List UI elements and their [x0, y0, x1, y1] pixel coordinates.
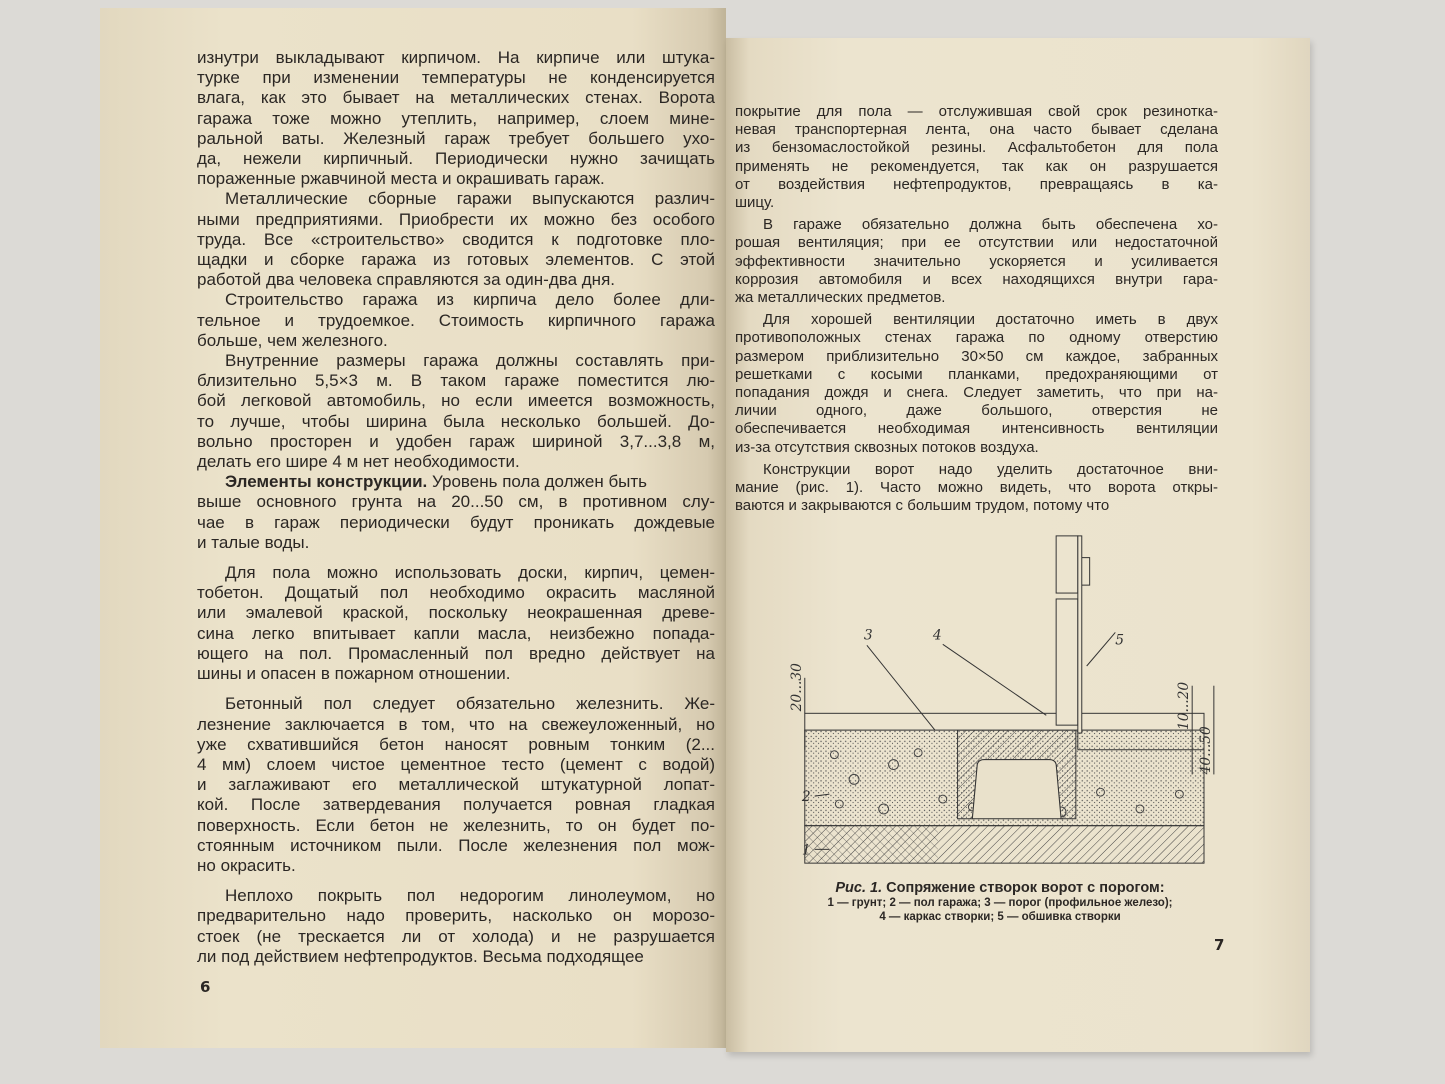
- text-line: Бетонный пол следует обязательно железнить. Же-: [225, 694, 715, 714]
- text-line: эффективности значительно ускоряется и усиливается: [735, 252, 1218, 270]
- text-line: то лучше, чтобы ширина была несколько большей. До-: [197, 411, 715, 431]
- text-line: пораженные ржавчиной места и окрашивать гараж.: [197, 169, 605, 189]
- text-line: труда. Все «строительство» сводится к подготовке пло-: [197, 229, 715, 249]
- text-line: Для пола можно использовать доски, кирпич, цемен-: [225, 563, 715, 583]
- page-number-right: 7: [1214, 936, 1225, 954]
- text-line: размером приблизительно 30×50 см каждое, забранных: [735, 347, 1218, 365]
- text-line: рошая вентиляция; при ее отсутствии или недостаточной: [735, 234, 1218, 252]
- text-line: ющего на пол. Промасленный пол вредно действует на: [197, 643, 715, 663]
- figure-label-4: 4: [932, 627, 942, 644]
- garage-floor: [805, 713, 1204, 730]
- text-line: турке при изменении температуры не конденсируется: [197, 68, 715, 88]
- text-line: предварительно надо проверить, насколько он морозо-: [197, 906, 715, 926]
- threshold-profile: [958, 730, 1076, 819]
- text-line: уже схватившийся бетон наносят ровным тонким (2...: [197, 734, 715, 754]
- text-line: делать его шире 4 м нет необходимости.: [197, 452, 520, 472]
- caption-ref: Рис. 1.: [835, 880, 883, 896]
- text-line: противоположных стенах гаража по одному отверстию: [735, 329, 1218, 347]
- text-line: В гараже обязательно должна быть обеспечена хо-: [763, 216, 1218, 234]
- text-line: больше, чем железного.: [197, 330, 388, 350]
- dim-label-10-20: 10...20: [1176, 681, 1193, 731]
- section-heading: Элементы конструкции.: [225, 472, 428, 492]
- text-line: изнутри выкладывают кирпичом. На кирпиче или штука-: [197, 48, 715, 67]
- text-line: жа металлических предметов.: [735, 289, 946, 307]
- paragraph: [735, 216, 1218, 307]
- text-line: ными предприятиями. Приобрести их можно без особого: [197, 209, 715, 229]
- text-line: шины и опасен в пожарном отношении.: [197, 664, 511, 684]
- caption-legend-line-2: 4 — каркас створки; 5 — обшивка створки: [879, 911, 1121, 923]
- text-line: невая транспортерная лента, она часто бывает сделана: [735, 121, 1218, 139]
- paragraph: [197, 290, 715, 351]
- text-line: Строительство гаража из кирпича дело более дли-: [225, 290, 715, 310]
- figure-label-5: 5: [1115, 632, 1125, 649]
- text-line-rest: Уровень пола должен быть: [427, 472, 648, 492]
- text-line: коррозия автомобиля и всех находящихся внутри гара-: [735, 270, 1218, 288]
- text-line: близительно 5,5×3 м. В таком гараже поместится лю-: [197, 371, 715, 391]
- text-line: тобетон. Дощатый пол необходимо окрасить масляной: [197, 583, 715, 603]
- text-line: решетками с косыми планками, предохраняющими от: [735, 365, 1218, 383]
- text-line: влага, как это бывает на металлических стенах. Ворота: [197, 88, 715, 108]
- dim-label-40-50: 40...50: [1197, 726, 1214, 775]
- text-line: шицу.: [735, 194, 775, 212]
- text-line: сина легко впитывает капли масла, неизбежно попада-: [197, 623, 715, 643]
- paragraph: [197, 694, 715, 876]
- text-line: бой легковой автомобиль, но если имеется возможность,: [197, 391, 715, 411]
- text-line: личии одного, даже большого, отверстия не: [735, 402, 1218, 420]
- text-line: ли под действием нефтепродуктов. Весьма подходящее: [197, 946, 644, 966]
- paragraph: [197, 189, 715, 290]
- text-line: 4 мм) слоем чистое цементное тесто (цемент с водой): [197, 754, 715, 774]
- text-line: да, нежели кирпичный. Периодически нужно зачищать: [197, 149, 715, 169]
- text-line: гаража тоже можно утеплить, например, слоем мине-: [197, 108, 715, 128]
- figure-caption: [770, 880, 1230, 924]
- text-line: вольно просторен и удобен гараж шириной 3,7...3,8 м,: [197, 431, 715, 451]
- paragraph: [197, 351, 715, 472]
- text-line: ваются и закрываются с большим трудом, потому что: [735, 497, 1110, 515]
- text-line: попадания дождя и снега. Следует заметить, что при на-: [735, 384, 1218, 402]
- paragraph: [735, 103, 1218, 212]
- text-line: и талые воды.: [197, 532, 310, 552]
- text-line: Для хорошей вентиляции достаточно иметь в двух: [763, 311, 1218, 329]
- text-line: работой два человека справляются за один-два дня.: [197, 270, 616, 290]
- text-line: покрытие для пола — отслужившая свой срок резинотка-: [735, 103, 1218, 120]
- text-line: щадки и сборке гаража из готовых элементов. С этой: [197, 250, 715, 270]
- text-line: лезнение заключается в том, что на свежеуложенный, но: [197, 714, 715, 734]
- figure-label-1: 1: [801, 842, 811, 859]
- text-line: Металлические сборные гаражи выпускаются различ-: [225, 189, 715, 209]
- text-line: обеспечивается необходимая интенсивность вентиляции: [735, 420, 1218, 438]
- text-line: поверхность. Если бетон не железнить, то он будет по-: [197, 815, 715, 835]
- ground-layer: [805, 826, 1204, 863]
- figure-label-3: 3: [863, 627, 873, 644]
- paragraph: [197, 563, 715, 684]
- text-line: из бензомаслостойкой резины. Асфальтобетон для пола: [735, 139, 1218, 157]
- text-line: и заглаживают его металлической штукатурной лопат-: [197, 775, 715, 795]
- figure-gate-threshold-diagram: [775, 528, 1219, 873]
- paragraph: [735, 311, 1218, 457]
- text-line: стоек (не трескается ли от холода) и не разрушается: [197, 926, 715, 946]
- text-line: [197, 472, 715, 492]
- paragraph: [735, 461, 1218, 516]
- text-line: но окрасить.: [197, 855, 296, 875]
- left-page-text: [197, 48, 715, 967]
- text-line: ральной ваты. Железный гараж требует большего ухо-: [197, 128, 715, 148]
- text-line: чае в гараж периодически будут проникать дождевые: [197, 512, 715, 532]
- text-line: кой. После затвердевания получается ровная гладкая: [197, 795, 715, 815]
- right-page-text: [735, 103, 1218, 515]
- text-line: от воздействия нефтепродуктов, превращаясь в ка-: [735, 175, 1218, 193]
- text-line: Конструкции ворот надо уделить достаточное вни-: [763, 460, 1218, 478]
- paragraph: [197, 472, 715, 553]
- caption-title: Сопряжение створок ворот с порогом:: [886, 880, 1165, 896]
- paragraph: [197, 886, 715, 967]
- text-line: применять не рекомендуется, так как он разрушается: [735, 157, 1218, 175]
- text-line: стоянным источником пыли. После железнения пол мож-: [197, 835, 715, 855]
- paragraph: [197, 48, 715, 189]
- text-line: мание (рис. 1). Часто можно видеть, что ворота откры-: [735, 479, 1218, 497]
- text-line: Внутренние размеры гаража должны составлять при-: [225, 351, 715, 371]
- text-line: тельное и трудоемкое. Стоимость кирпичного гаража: [197, 310, 715, 330]
- text-line: или эмалевой краской, поскольку неокрашенная древе-: [197, 603, 715, 623]
- page-number-left: 6: [200, 978, 211, 996]
- text-line: из-за отсутствия сквозных потоков воздуха.: [735, 438, 1039, 456]
- figure-label-2: 2: [801, 789, 811, 806]
- dim-label-20-30: 20...30: [788, 663, 805, 712]
- text-line: Неплохо покрыть пол недорогим линолеумом, но: [225, 886, 715, 906]
- caption-legend-line-1: 1 — грунт; 2 — пол гаража; 3 — порог (профильное железо);: [827, 897, 1173, 909]
- text-line: выше основного грунта на 20...50 см, в противном слу-: [197, 492, 715, 512]
